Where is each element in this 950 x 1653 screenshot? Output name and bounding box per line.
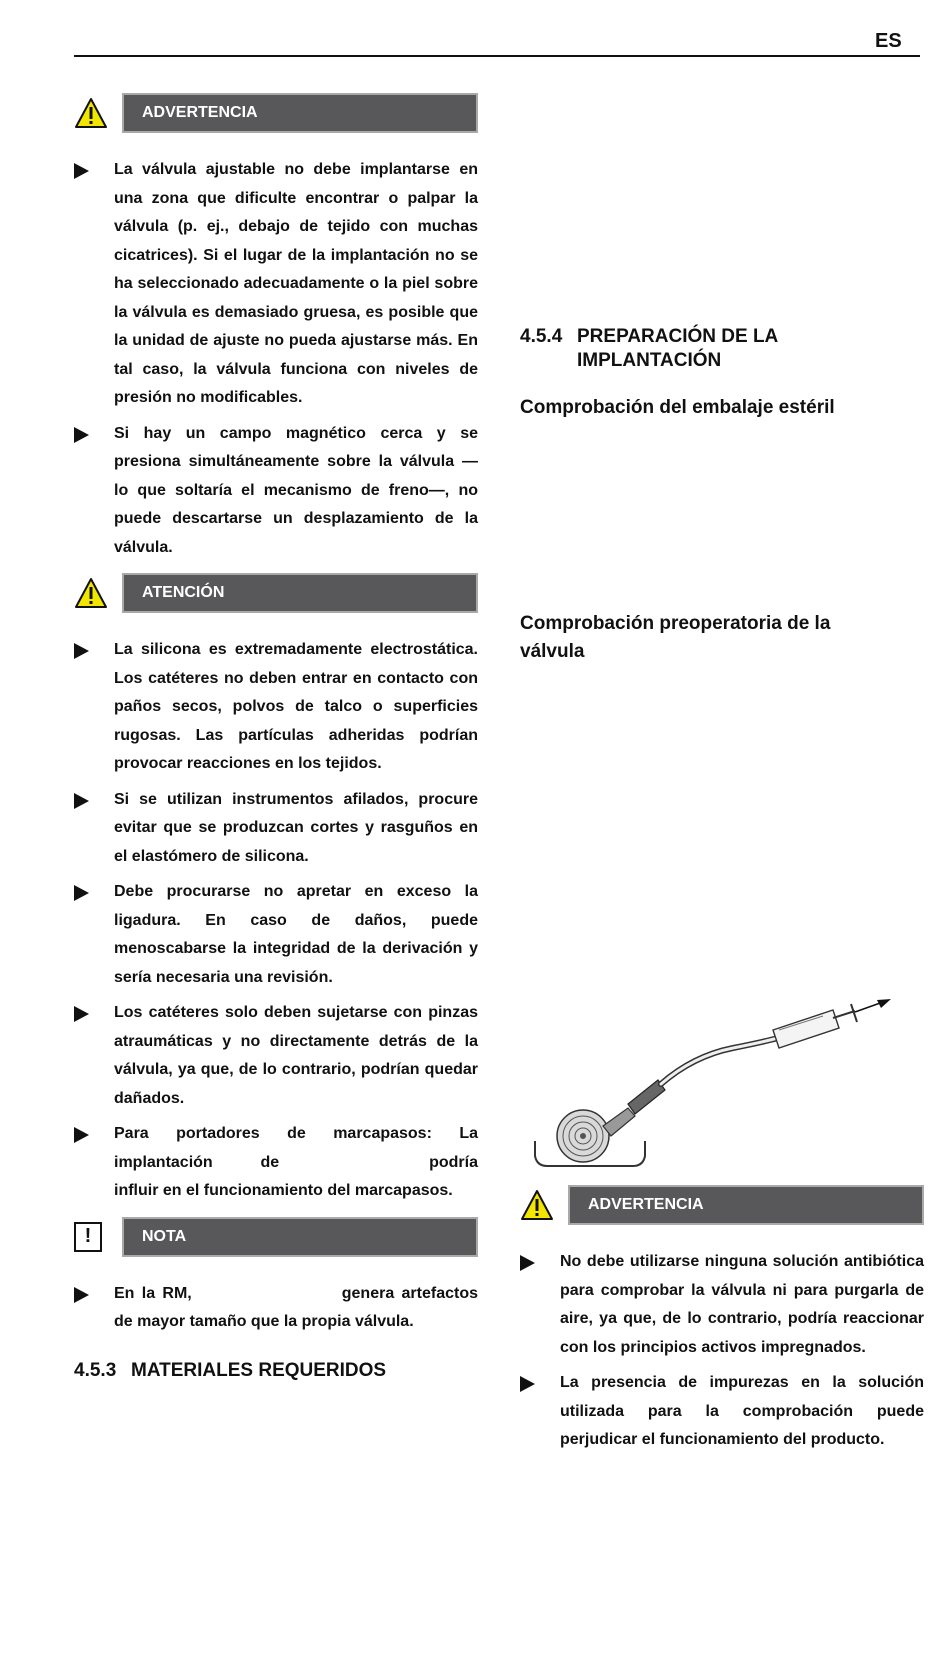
list-item: No debe utilizarse ninguna solución antibiótica para comprobar la válvula ni para purgarla de aire, ya que, de lo contrario, podría reaccionar con los principios activos impregnados.	[520, 1248, 924, 1362]
caution-header	[74, 572, 478, 614]
warning-title: ADVERTENCIA	[122, 93, 478, 133]
list-item: La silicona es extremadamente electrostática. Los catéteres no deben entrar en contacto con paños secos, polvos de talco o superficies rugosas. Las partículas adheridas podrían provocar reacciones en los tejidos.	[74, 636, 478, 779]
section-heading-4-5-4: 4.5.4 PREPARACIÓN DE LA IMPLANTACIÓN	[520, 326, 778, 371]
list-item: En la RM, genera artefactos de mayor tamaño que la propia válvula.	[74, 1280, 478, 1337]
left-column	[74, 92, 478, 1383]
warning-list	[520, 1248, 924, 1455]
note-list	[74, 1280, 478, 1337]
triangle-bullet-icon	[74, 427, 89, 443]
list-item: Los catéteres solo deben sujetarse con pinzas atraumáticas y no directamente detrás de la válvula, ya que, de lo contrario, podrían quedar dañados.	[74, 999, 478, 1113]
triangle-bullet-icon	[74, 885, 89, 901]
triangle-bullet-icon	[74, 793, 89, 809]
caution-list	[74, 636, 478, 1206]
list-item: Si hay un campo magnético cerca y se presiona simultáneamente sobre la válvula — lo que soltaría el mecanismo de freno—, no puede descartarse un desplazamiento de la válvula.	[74, 420, 478, 563]
note-title: NOTA	[122, 1217, 478, 1257]
language-code: ES	[875, 30, 902, 52]
preop-check-heading: Comprobación preoperatoria de la válvula	[520, 613, 831, 662]
list-item: La válvula ajustable no debe implantarse en una zona que dificulte encontrar o palpar la válvula (p. ej., debajo de tejido con muchas cicatrices). Si el lugar de la implantación no se ha seleccionado adecuadamente o la piel sobre la válvula es demasiado gruesa, es posible que la unidad de ajuste no pueda ajustarse más. En tal caso, la válvula funciona con niveles de presión no modificables.	[74, 156, 478, 413]
warning-list	[74, 156, 478, 562]
list-item: La presencia de impurezas en la solución utilizada para la comprobación puede perjudicar el funcionamiento del producto.	[520, 1369, 924, 1455]
triangle-bullet-icon	[74, 163, 89, 179]
triangle-bullet-icon	[74, 643, 89, 659]
warning2-block	[520, 1184, 924, 1462]
header-rule	[74, 55, 920, 57]
warning-triangle-icon	[74, 92, 122, 134]
sterile-check-heading: Comprobación del embalaje estéril	[520, 397, 835, 418]
list-item: Debe procurarse no apretar en exceso la ligadura. En caso de daños, puede menoscabarse la integridad de la derivación y sería necesaria una revisión.	[74, 878, 478, 992]
valve-syringe-illustration	[533, 996, 913, 1176]
triangle-bullet-icon	[74, 1287, 89, 1303]
warning-triangle-icon	[74, 572, 122, 614]
list-item: Para portadores de marcapasos: La implantación de podría influir en el funcionamiento del marcapasos.	[74, 1120, 478, 1206]
triangle-bullet-icon	[74, 1127, 89, 1143]
caution-title: ATENCIÓN	[122, 573, 478, 613]
triangle-bullet-icon	[520, 1376, 535, 1392]
triangle-bullet-icon	[520, 1255, 535, 1271]
exclamation-icon: !	[74, 1216, 122, 1258]
warning-triangle-icon	[520, 1184, 568, 1226]
list-item: Si se utilizan instrumentos afilados, procure evitar que se produzcan cortes y rasguños en el elastómero de silicona.	[74, 786, 478, 872]
triangle-bullet-icon	[74, 1006, 89, 1022]
section-heading-4-5-3: 4.5.3 MATERIALES REQUERIDOS	[74, 1359, 387, 1381]
warning-header	[74, 92, 478, 134]
warning-title: ADVERTENCIA	[568, 1185, 924, 1225]
note-header	[74, 1216, 478, 1258]
warning-header	[520, 1184, 924, 1226]
